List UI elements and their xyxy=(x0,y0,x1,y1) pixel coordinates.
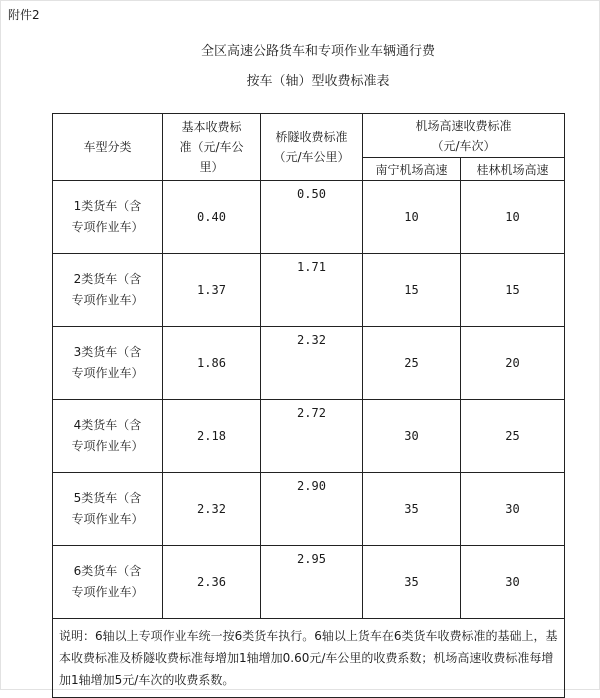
table-row xyxy=(53,181,565,254)
basic-fee-cell: 0.40 xyxy=(163,181,261,254)
header-guilin-airport: 桂林机场高速 xyxy=(461,158,565,181)
attachment-label: 附件2 xyxy=(8,8,40,22)
bridge-fee-cell: 0.50 xyxy=(261,181,363,254)
table-row xyxy=(53,327,565,400)
bridge-fee-cell: 2.90 xyxy=(261,473,363,546)
bridge-fee-cell: 1.71 xyxy=(261,254,363,327)
header-category: 车型分类 xyxy=(53,114,163,181)
document-title: 全区高速公路货车和专项作业车辆通行费 xyxy=(200,44,435,59)
header-bridge-tunnel-fee: 桥隧收费标准（元/车公里） xyxy=(261,114,363,181)
guilin-fee-cell: 10 xyxy=(461,181,565,254)
basic-fee-cell: 2.36 xyxy=(163,546,261,619)
category-cell: 3类货车（含专项作业车） xyxy=(53,327,163,400)
guilin-fee-cell: 30 xyxy=(461,473,565,546)
fee-standard-table xyxy=(52,113,565,698)
table-row xyxy=(53,254,565,327)
nanning-fee-cell: 35 xyxy=(363,546,461,619)
nanning-fee-cell: 30 xyxy=(363,400,461,473)
header-airport-fee: 机场高速收费标准（元/车次） xyxy=(363,114,565,158)
guilin-fee-cell: 30 xyxy=(461,546,565,619)
guilin-fee-cell: 25 xyxy=(461,400,565,473)
category-cell: 4类货车（含专项作业车） xyxy=(53,400,163,473)
note-row xyxy=(53,619,565,698)
category-cell: 5类货车（含专项作业车） xyxy=(53,473,163,546)
category-cell: 6类货车（含专项作业车） xyxy=(53,546,163,619)
nanning-fee-cell: 25 xyxy=(363,327,461,400)
basic-fee-cell: 2.32 xyxy=(163,473,261,546)
table-row xyxy=(53,546,565,619)
basic-fee-cell: 2.18 xyxy=(163,400,261,473)
category-cell: 1类货车（含专项作业车） xyxy=(53,181,163,254)
basic-fee-cell: 1.37 xyxy=(163,254,261,327)
bridge-fee-cell: 2.95 xyxy=(261,546,363,619)
document-subtitle: 按车（轴）型收费标准表 xyxy=(246,74,390,89)
table-row xyxy=(53,473,565,546)
header-basic-fee: 基本收费标准（元/车公里） xyxy=(163,114,261,181)
nanning-fee-cell: 35 xyxy=(363,473,461,546)
nanning-fee-cell: 15 xyxy=(363,254,461,327)
nanning-fee-cell: 10 xyxy=(363,181,461,254)
guilin-fee-cell: 15 xyxy=(461,254,565,327)
note-text: 说明：6轴以上专项作业车统一按6类货车执行。6轴以上货车在6类货车收费标准的基础上，基本收费标准及桥隧收费标准每增加1轴增加0.60元/车公里的收费系数；机场高速收费标准每增加1轴增加5元/车次的收费系数。 xyxy=(53,619,565,698)
basic-fee-cell: 1.86 xyxy=(163,327,261,400)
bridge-fee-cell: 2.32 xyxy=(261,327,363,400)
guilin-fee-cell: 20 xyxy=(461,327,565,400)
category-cell: 2类货车（含专项作业车） xyxy=(53,254,163,327)
table-row xyxy=(53,400,565,473)
bridge-fee-cell: 2.72 xyxy=(261,400,363,473)
header-nanning-airport: 南宁机场高速 xyxy=(363,158,461,181)
